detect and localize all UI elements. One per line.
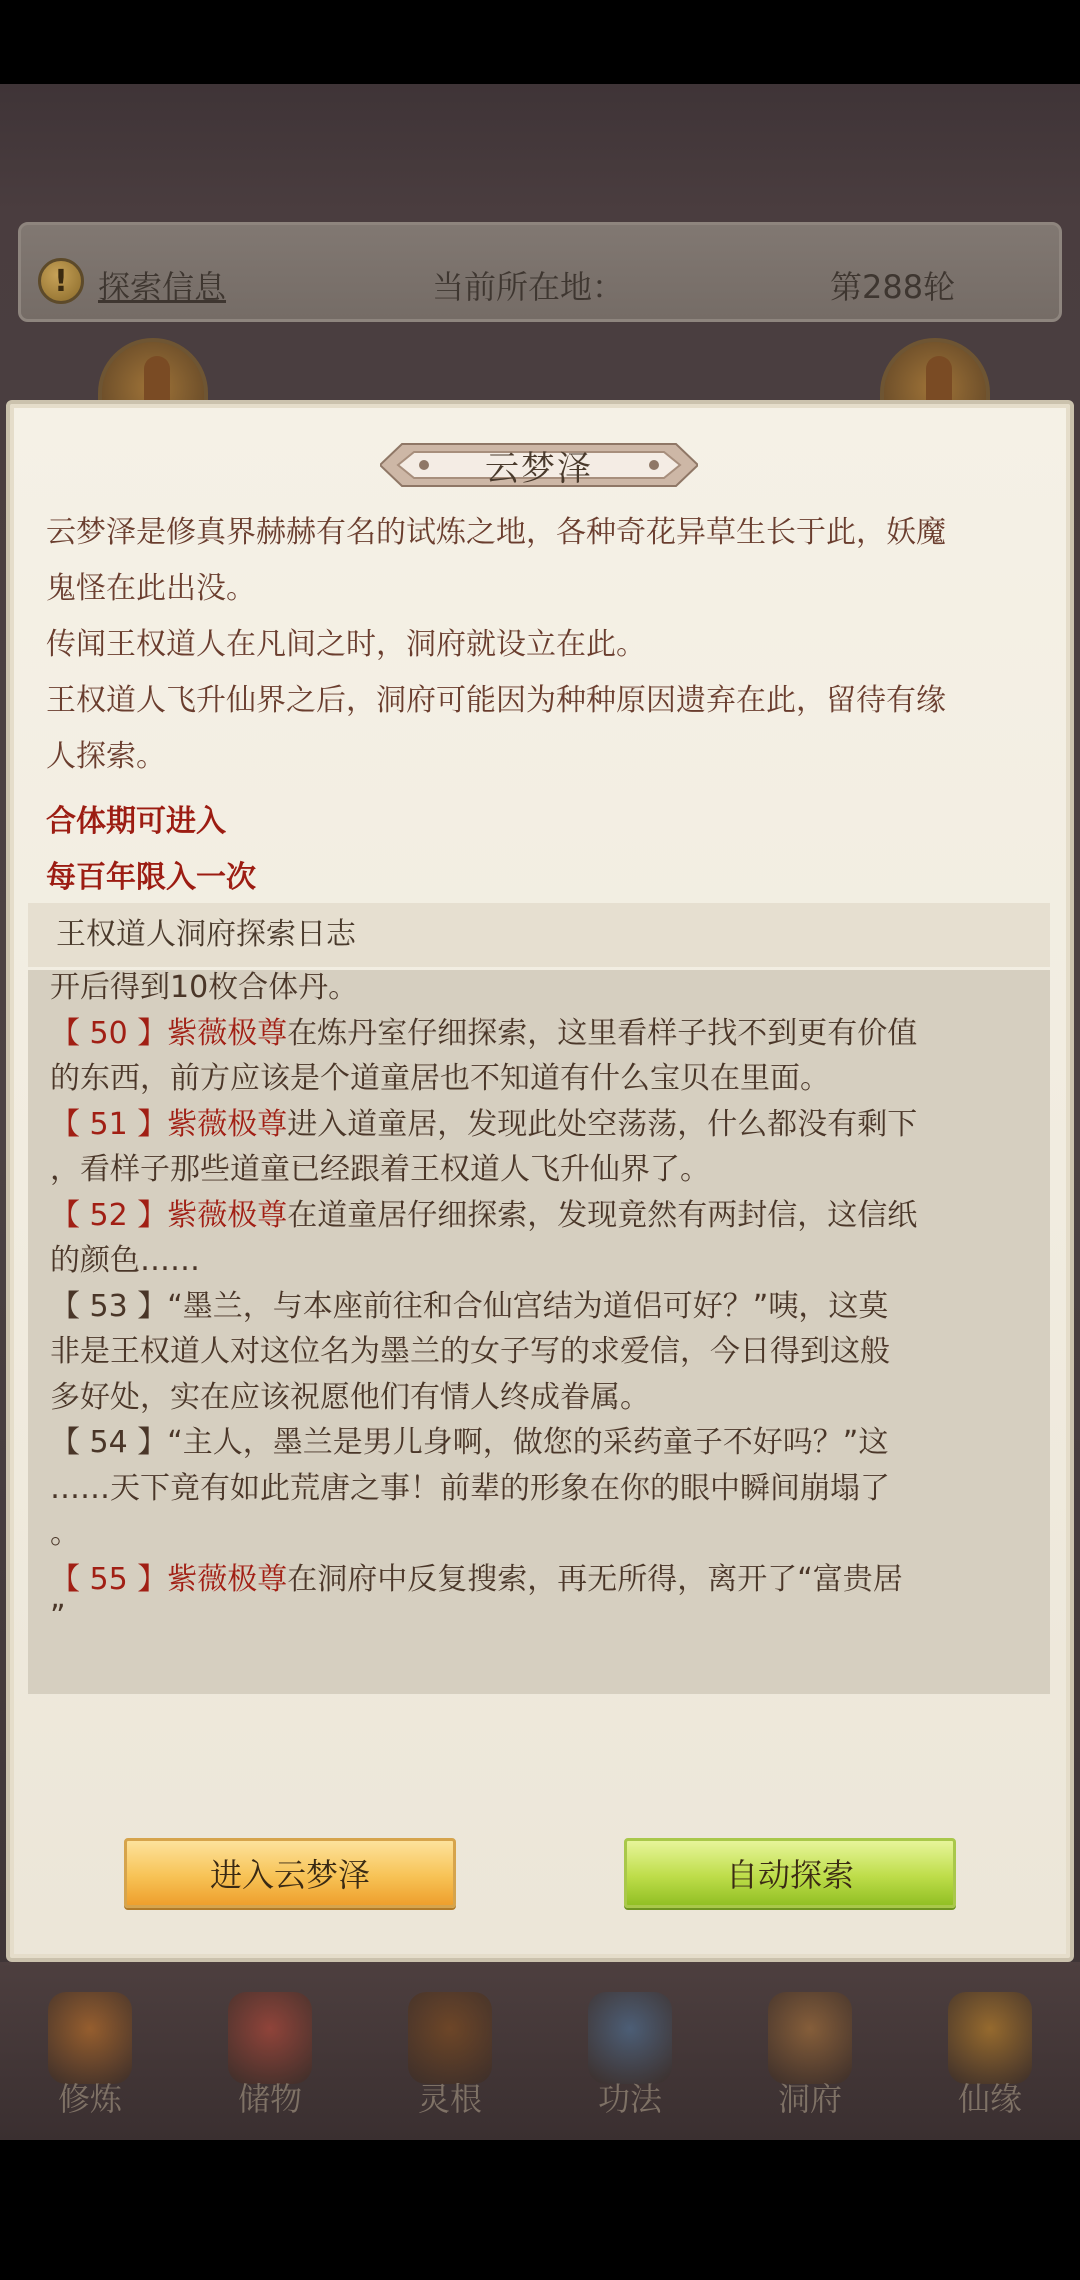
log-entry-index: 【 54 】 xyxy=(50,1425,168,1460)
log-entry xyxy=(50,1281,888,1325)
cultivate-icon xyxy=(48,1992,132,2084)
log-entry-text: ” xyxy=(50,1599,66,1634)
immortal-fate-icon xyxy=(948,1992,1032,2084)
log-entry xyxy=(50,1053,830,1097)
realm-requirement-note: 合体期可进入 xyxy=(46,804,226,839)
nav-item-cave-residence[interactable] xyxy=(720,1962,900,2140)
log-entry-index: 【 52 】 xyxy=(50,1197,168,1233)
log-entry xyxy=(50,1463,890,1507)
nav-item-immortal-fate[interactable] xyxy=(900,1962,1080,2140)
log-entry xyxy=(50,1417,888,1461)
cave-residence-icon xyxy=(768,1992,852,2084)
description-line: 人探索。 xyxy=(46,739,166,774)
log-entry-text: 开后得到10枚合体丹。 xyxy=(50,970,359,1005)
spirit-root-icon xyxy=(408,1992,492,2084)
auto-explore-button[interactable]: 自动探索 xyxy=(624,1838,956,1908)
status-bar xyxy=(0,0,1080,84)
player-name: 紫薇极尊 xyxy=(167,1197,288,1233)
technique-book-icon xyxy=(588,1992,672,2084)
nav-item-technique-book[interactable] xyxy=(540,1962,720,2140)
log-entry xyxy=(50,1190,917,1234)
nav-item-cultivate[interactable] xyxy=(0,1962,180,2140)
log-entry-text: 的东西，前方应该是个道童居也不知道有什么宝贝在里面。 xyxy=(50,1061,830,1096)
log-entry xyxy=(50,1372,650,1416)
nav-label: 洞府 xyxy=(777,2080,842,2118)
storage-bag-icon xyxy=(228,1992,312,2084)
log-entry-text: “墨兰，与本座前往和合仙宫结为道侣可好？”咦，这莫 xyxy=(167,1288,889,1324)
dialog-title: 云梦泽 xyxy=(485,448,593,489)
log-entry xyxy=(50,1554,903,1598)
dialog-title-plate xyxy=(380,430,698,500)
log-entry xyxy=(50,1008,917,1052)
entry-limit-note: 每百年限入一次 xyxy=(46,860,256,895)
alert-icon[interactable]: ! xyxy=(38,258,84,304)
nav-label: 功法 xyxy=(597,2080,662,2118)
player-name: 紫薇极尊 xyxy=(167,1561,288,1597)
log-entry-text: 进入道童居，发现此处空荡荡，什么都没有剩下 xyxy=(287,1106,918,1142)
log-entry xyxy=(50,1144,710,1188)
current-location-label: 当前所在地： xyxy=(432,268,625,306)
log-entry-text: 在洞府中反复搜索，再无所得，离开了“富贵居 xyxy=(287,1561,903,1597)
exploration-log[interactable] xyxy=(28,970,1050,1694)
log-entry xyxy=(50,1235,200,1279)
system-nav-area xyxy=(0,2140,1080,2280)
exploration-info-link[interactable]: 探索信息 xyxy=(98,268,227,306)
log-entry xyxy=(50,1326,890,1370)
log-entry-text: 多好处，实在应该祝愿他们有情人终成眷属。 xyxy=(50,1379,650,1415)
nav-label: 储物 xyxy=(237,2080,302,2118)
description-line: 王权道人飞升仙界之后，洞府可能因为种种原因遗弃在此，留待有缘 xyxy=(46,683,946,718)
nav-label: 仙缘 xyxy=(957,2080,1022,2118)
log-entry-text: “主人，墨兰是男儿身啊，做您的采药童子不好吗？”这 xyxy=(167,1425,889,1460)
log-entry-index: 【 55 】 xyxy=(50,1561,168,1597)
description-line: 云梦泽是修真界赫赫有名的试炼之地，各种奇花异草生长于此，妖魔 xyxy=(46,515,946,550)
log-entry-text: 在炼丹室仔细探索，这里看样子找不到更有价值 xyxy=(287,1015,918,1051)
nav-item-spirit-root[interactable] xyxy=(360,1962,540,2140)
nav-label: 灵根 xyxy=(417,2080,482,2118)
log-entry xyxy=(50,1508,80,1552)
log-entry-text: ，看样子那些道童已经跟着王权道人飞升仙界了。 xyxy=(50,1152,710,1187)
log-entry-text: 。 xyxy=(50,1516,80,1551)
player-name: 紫薇极尊 xyxy=(167,1106,288,1142)
bottom-navigation xyxy=(0,1962,1080,2140)
log-entry-text: ……天下竟有如此荒唐之事！前辈的形象在你的眼中瞬间崩塌了 xyxy=(50,1470,890,1506)
round-counter: 第288轮 xyxy=(830,268,956,306)
log-entry-text: 在道童居仔细探索，发现竟然有两封信，这信纸 xyxy=(287,1197,918,1233)
nav-item-storage-bag[interactable] xyxy=(180,1962,360,2140)
log-entry xyxy=(50,1599,66,1634)
log-entry-text: 非是王权道人对这位名为墨兰的女子写的求爱信，今日得到这般 xyxy=(50,1334,890,1369)
description-line: 传闻王权道人在凡间之时，洞府就设立在此。 xyxy=(46,627,646,662)
description-line: 鬼怪在此出没。 xyxy=(46,571,256,606)
log-entry xyxy=(50,1099,917,1143)
log-entry xyxy=(50,970,358,1006)
player-name: 紫薇极尊 xyxy=(167,1015,288,1051)
log-entry-index: 【 50 】 xyxy=(50,1015,168,1051)
log-entry-index: 【 51 】 xyxy=(50,1106,168,1142)
log-title: 王权道人洞府探索日志 xyxy=(28,903,1050,967)
nav-label: 修炼 xyxy=(57,2080,122,2118)
log-entry-index: 【 53 】 xyxy=(50,1288,168,1324)
log-entry-text: 的颜色…… xyxy=(50,1243,200,1278)
enter-location-button[interactable]: 进入云梦泽 xyxy=(124,1838,456,1908)
